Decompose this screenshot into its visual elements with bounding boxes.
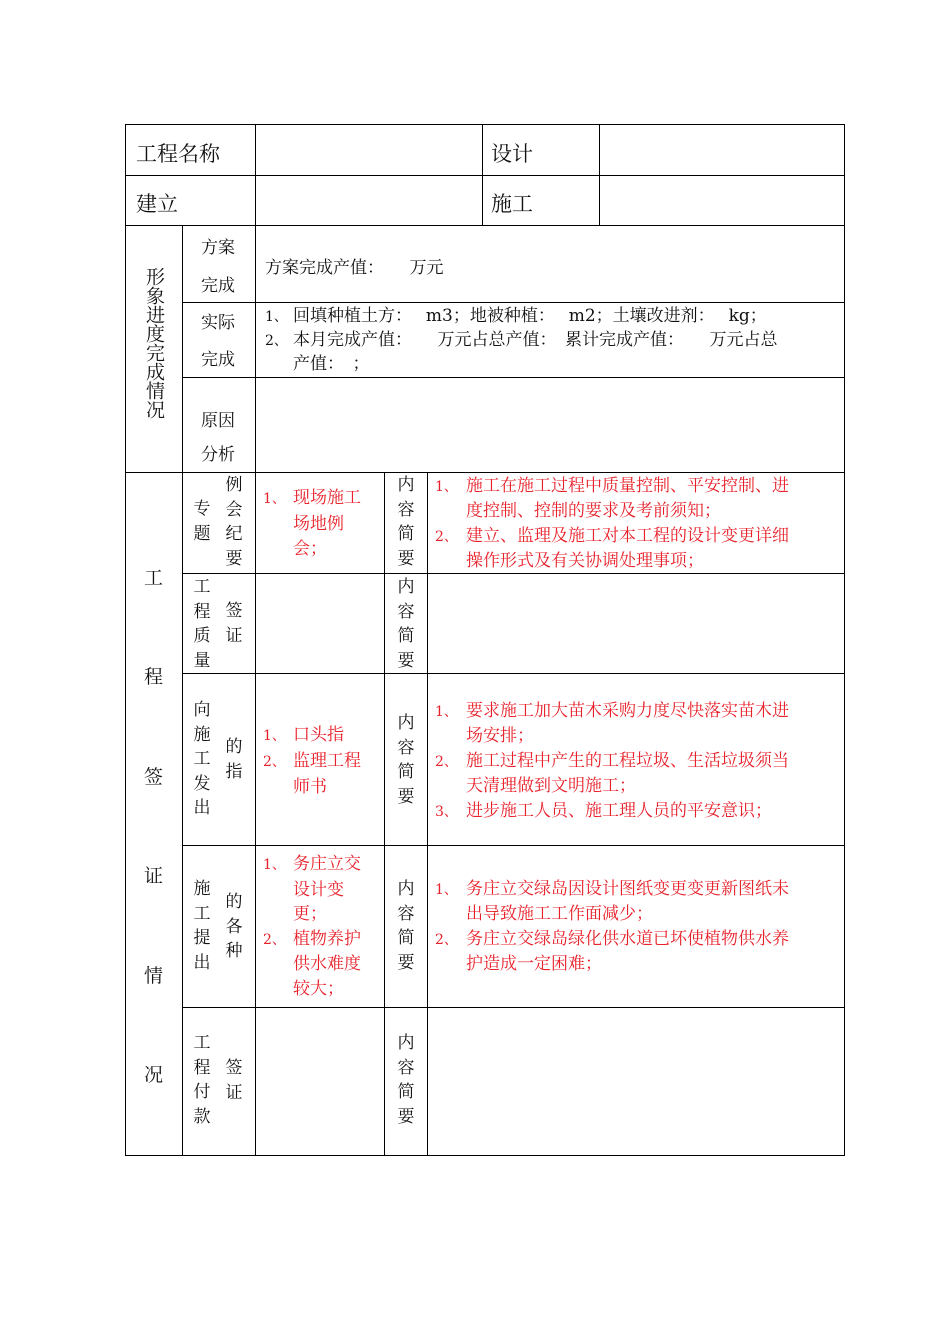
row1-content-label: 内 容 简 要 <box>397 475 415 569</box>
row3-note1-num: 1、 <box>263 728 286 744</box>
row4-content <box>435 877 789 977</box>
actual-line3-text: 产值： ； <box>293 354 370 374</box>
row3-c1-num: 1、 <box>435 704 458 720</box>
row4-note4-num: 2、 <box>263 931 286 948</box>
construction-label: 施工 <box>491 192 533 216</box>
row3-note3-text: 师书 <box>293 777 327 797</box>
row1-c2-text: 度控制、控制的要求及考前须知； <box>466 501 721 521</box>
row4-note3-text: 更； <box>293 904 327 924</box>
row4-label-left: 施工提出 <box>193 879 211 973</box>
row4-c3-num: 2、 <box>435 932 458 948</box>
row4-note2-text: 设计变 <box>293 879 344 900</box>
row4-c3-text: 务庄立交绿岛绿化供水道已坏使植物供水养 <box>466 929 789 949</box>
actual-line1-text: 回填种植土方： m3；地被种植： m2；土壤改进剂： kg； <box>293 306 767 326</box>
row5-label-left: 工程付款 <box>193 1033 211 1127</box>
row2-label-left: 工程质量 <box>193 577 211 671</box>
row3-label-left: 向施工发出 <box>193 700 211 818</box>
row1-label-left: 专题 <box>193 499 211 544</box>
row3-note2-num: 2、 <box>263 754 286 770</box>
row3-c5-num: 3、 <box>435 804 458 820</box>
visa-group-char-3: 签 <box>144 766 164 788</box>
visa-group-char-5: 情 <box>144 965 164 987</box>
actual-line2-num: 2、 <box>265 333 288 349</box>
row3-c4-text: 天清理做到文明施工； <box>466 776 636 796</box>
build-label: 建立 <box>136 192 178 216</box>
row1-c3-num: 2、 <box>435 529 458 545</box>
visa-group-char-1: 工 <box>144 567 164 589</box>
row1-content <box>435 474 789 574</box>
row4-content-label: 内 容 简 要 <box>397 879 415 973</box>
row4-note4-text: 植物养护 <box>293 928 361 949</box>
plan-output-text: 方案完成产值： 万元 <box>265 258 444 278</box>
design-label: 设计 <box>491 142 533 166</box>
row4-notes <box>263 852 361 1001</box>
reason-label-1: 原因 <box>201 411 235 431</box>
row4-c2-text: 出导致施工工作面减少； <box>466 904 653 924</box>
row5-content-label: 内 容 简 要 <box>397 1033 415 1127</box>
actual-line1-num: 1、 <box>265 309 288 325</box>
row3-content <box>435 699 789 824</box>
actual-label-1: 实际 <box>201 313 235 333</box>
visa-group-char-2: 程 <box>144 666 164 688</box>
project-report-table <box>125 124 845 1156</box>
row4-note6-text: 较大； <box>293 978 344 999</box>
progress-group-label: 形象进度完成情况 <box>143 267 165 419</box>
row4-note1-text: 务庄立交 <box>293 854 361 874</box>
row1-c4-text: 操作形式及有关协调处理事项； <box>466 551 704 571</box>
row1-c1-num: 1、 <box>435 479 458 495</box>
project-name-label: 工程名称 <box>136 142 220 166</box>
row3-content-label: 内 容 简 要 <box>397 713 415 807</box>
row1-c3-text: 建立、监理及施工对本工程的设计变更详细 <box>466 526 789 546</box>
row3-note2-text: 监理工程 <box>293 751 361 771</box>
visa-group-char-4: 证 <box>144 865 164 887</box>
row2-label-right: 签证 <box>225 601 243 646</box>
row1-note1-num: 1、 <box>263 491 286 507</box>
row1-note2-text: 场地例 <box>293 514 344 534</box>
row1-c1-text: 施工在施工过程中质量控制、平安控制、进 <box>466 476 789 496</box>
row2-content-label: 内 容 简 要 <box>397 577 415 671</box>
row3-c2-text: 场安排； <box>466 726 534 746</box>
row3-label-right: 的指 <box>225 737 243 782</box>
row4-note5-text: 供水难度 <box>293 954 361 974</box>
row1-notes <box>263 486 361 562</box>
actual-label-2: 完成 <box>201 350 235 370</box>
plan-label-2: 完成 <box>201 276 235 296</box>
row3-c5-text: 进步施工人员、施工理人员的平安意识； <box>466 801 772 821</box>
reason-label-2: 分析 <box>201 445 235 465</box>
actual-line2-text: 本月完成产值： 万元占总产值： 累计完成产值： 万元占总 <box>293 330 778 350</box>
row1-label-right: 例会纪要 <box>225 475 243 569</box>
row3-notes <box>263 723 361 800</box>
row1-note1-text: 现场施工 <box>293 488 361 508</box>
plan-label-1: 方案 <box>201 238 235 258</box>
actual-content <box>265 304 778 376</box>
row4-c1-num: 1、 <box>435 882 458 898</box>
row4-c4-text: 护造成一定困难； <box>466 954 602 974</box>
row4-label-right: 的各种 <box>225 892 243 961</box>
row4-c1-text: 务庄立交绿岛因设计图纸变更变更新图纸未 <box>466 879 789 899</box>
row3-note1-text: 口头指 <box>293 725 344 745</box>
row3-c3-text: 施工过程中产生的工程垃圾、生活垃圾须当 <box>466 751 789 771</box>
row4-note1-num: 1、 <box>263 857 286 873</box>
row3-c1-text: 要求施工加大苗木采购力度尽快落实苗木进 <box>466 701 789 721</box>
row1-note3-text: 会； <box>293 539 327 559</box>
row3-c3-num: 2、 <box>435 754 458 770</box>
row5-label-right: 签证 <box>225 1058 243 1103</box>
visa-group-char-6: 况 <box>144 1064 164 1086</box>
